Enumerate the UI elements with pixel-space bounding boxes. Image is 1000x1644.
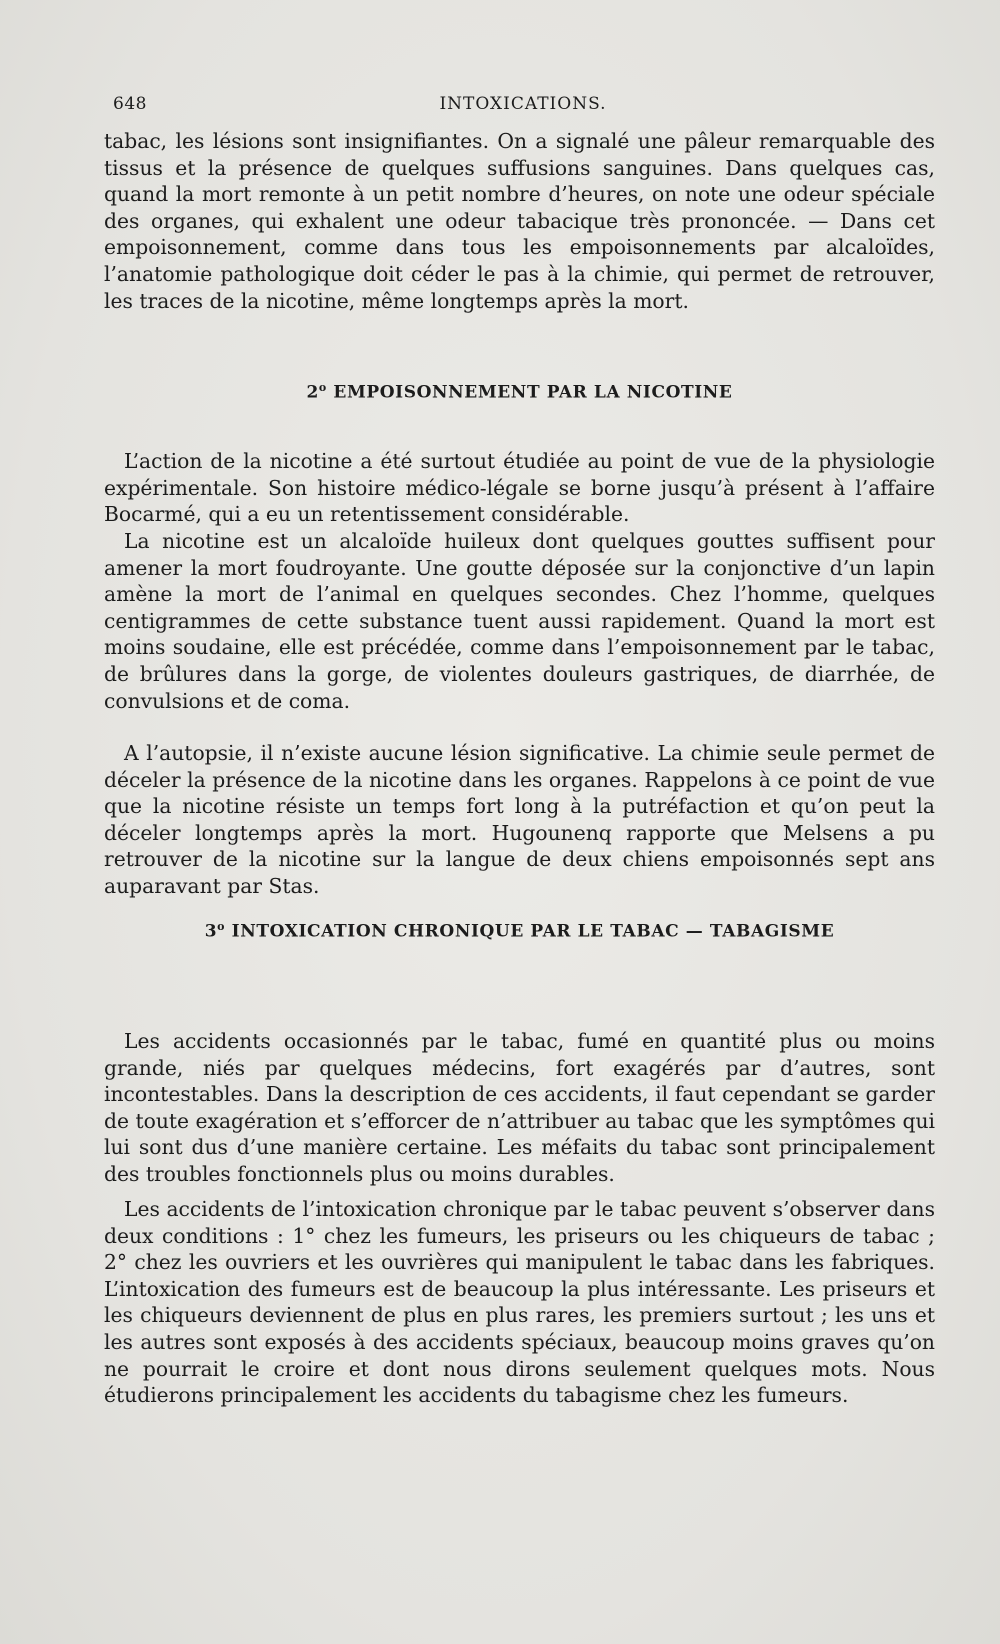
- page-header: [113, 94, 933, 120]
- paragraph: La nicotine est un alcaloïde huileux dont quelques gouttes suffisent pour amener la mort foudroyante. Une goutte déposée sur la conjonctive d’un lapin amène la mort de l’animal en quelques secondes. Chez l’homme, quelques centigrammes de cette substance tuent aussi rapidement. Quand la mort est moins soudaine, elle est précédée, comme dans l’empoisonnement par le tabac, de brûlures dans la gorge, de violentes douleurs gastriques, de diarrhée, de convulsions et de coma.: [104, 529, 935, 713]
- running-title: INTOXICATIONS.: [439, 94, 607, 114]
- section-heading-2-ordinal: o: [318, 381, 327, 394]
- paragraph-continuation: tabac, les lésions sont insignifiantes. On a signalé une pâleur remarquable des tissus et la présence de quelques suffusions sanguines. Dans quelques cas, quand la mort remonte à un petit nombre d’heures, on note une odeur spéciale des organes, qui exhalent une odeur tabacique très prononcée. — Dans cet empoisonnement, comme dans tous les empoisonnements par alcaloïdes, l’anatomie pathologique doit céder le pas à la chimie, qui permet de retrouver, les traces de la nicotine, même longtemps après la mort.: [104, 129, 935, 313]
- paragraph: Les accidents occasionnés par le tabac, fumé en quantité plus ou moins grande, niés par quelques médecins, fort exagérés par d’autres, sont incontestables. Dans la description de ces accidents, il faut cependant se garder de toute exagération et s’efforcer de n’attribuer au tabac que les symptômes qui lui sont dus d’une manière certaine. Les méfaits du tabac sont principalement des troubles fonctionnels plus ou moins durables.: [104, 1029, 935, 1186]
- section-heading-3-ordinal: o: [217, 920, 226, 933]
- section-heading-3: [104, 920, 935, 942]
- paragraph: Les accidents de l’intoxication chronique par le tabac peuvent s’observer dans deux conditions : 1° chez les fumeurs, les priseurs ou les chiqueurs de tabac ; 2° chez les ouvriers et les ouvrières qui manipulent le tabac dans les fabriques. L’intoxication des fumeurs est de beaucoup la plus intéressante. Les priseurs et les chiqueurs deviennent de plus en plus rares, les premiers surtout ; les uns et les autres sont exposés à des accidents spéciaux, beaucoup moins graves qu’on ne pourrait le croire et dont nous dirons seulement quelques mots. Nous étudierons principalement les accidents du tabagisme chez les fumeurs.: [104, 1197, 935, 1408]
- section-heading-3-title: INTOXICATION CHRONIQUE PAR LE TABAC — TABAGISME: [231, 921, 835, 942]
- paragraph: A l’autopsie, il n’existe aucune lésion significative. La chimie seule permet de déceler la présence de la nicotine dans les organes. Rappelons à ce point de vue que la nicotine résiste un temps fort long à la putréfaction et qu’on peut la déceler longtemps après la mort. Hugounenq rapporte que Melsens a pu retrouver de la nicotine sur la langue de deux chiens empoisonnés sept ans auparavant par Stas.: [104, 741, 935, 898]
- section-heading-3-number: 3: [204, 921, 218, 942]
- section-heading-2-title: EMPOISONNEMENT PAR LA NICOTINE: [333, 382, 733, 403]
- paragraph: L’action de la nicotine a été surtout étudiée au point de vue de la physiologie expérimentale. Son histoire médico-légale se borne jusqu’à présent à l’affaire Bocarmé, qui a eu un retentissement considérable.: [104, 449, 935, 527]
- page-number: 648: [113, 94, 147, 114]
- section-heading-2: [104, 381, 935, 403]
- section-heading-2-number: 2: [306, 382, 319, 403]
